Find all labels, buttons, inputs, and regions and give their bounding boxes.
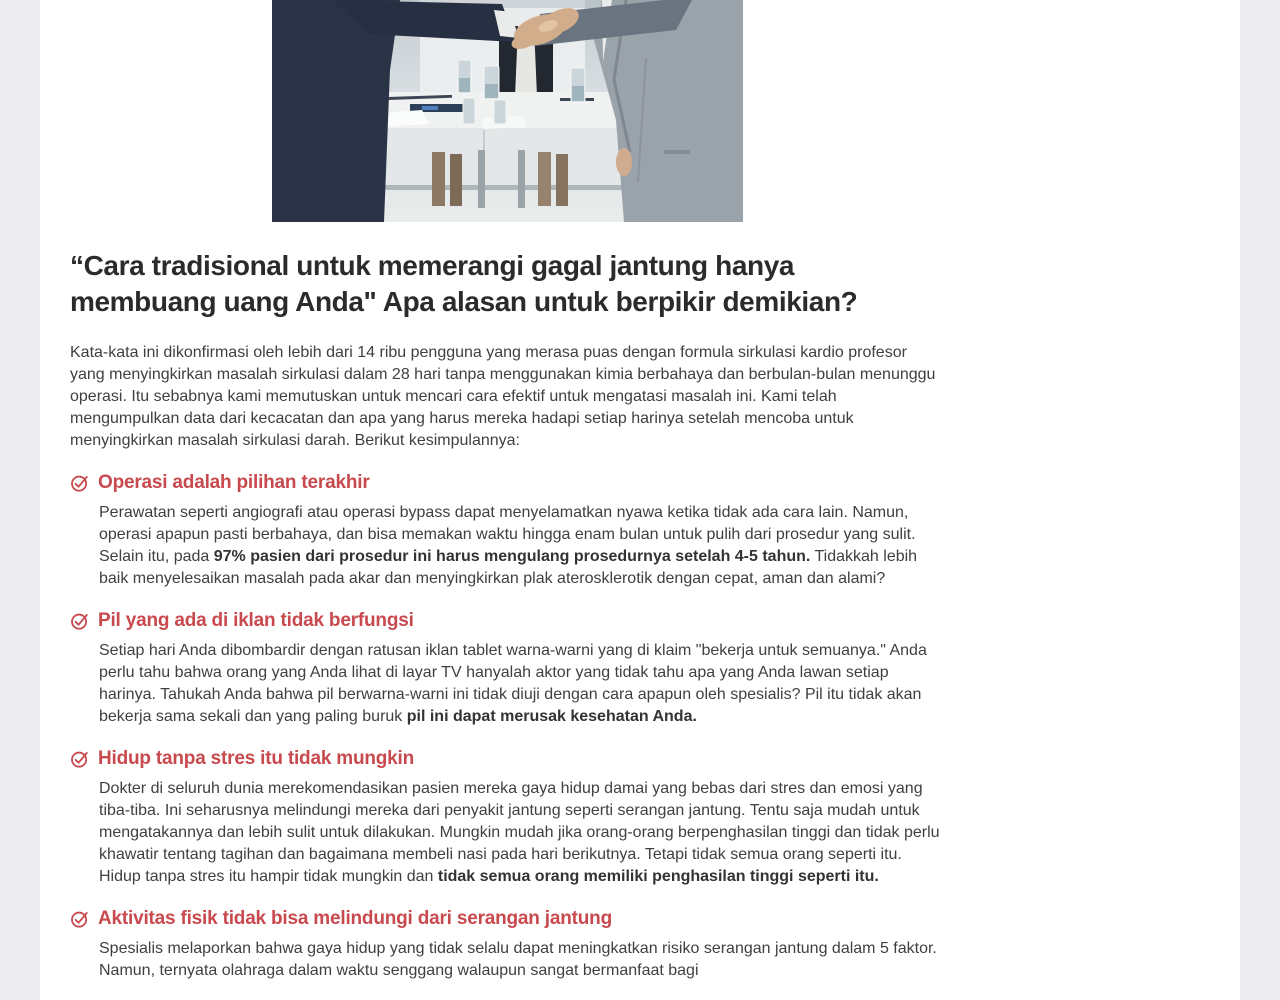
check-circle-icon: [70, 472, 91, 498]
section-item: [70, 908, 945, 982]
section-body-text: Perawatan seperti angiografi atau operasi bypass dapat menyelamatkan nyawa ketika tidak ada cara lain. Namun, operasi apapun pasti berbahaya, dan bisa memakan waktu hingga enam bulan untuk pulih dari prosedur yang sulit. Selain itu, pada: [99, 504, 916, 565]
section-header: [70, 748, 945, 774]
section-header: [70, 908, 945, 934]
section-body-text: Tidakkah lebih baik menyelesaikan masalah pada akar dan menyingkirkan plak aterosklerotik dengan cepat, aman dan alami?: [99, 548, 918, 587]
section-body-bold-text: 97% pasien dari prosedur ini harus mengulang prosedurnya setelah 4-5 tahun.: [213, 548, 811, 565]
headline: “Cara tradisional untuk memerangi gagal jantung hanya membuang uang Anda" Apa alasan untuk berpikir demikian?: [70, 250, 858, 317]
section-body-text: Spesialis melaporkan bahwa gaya hidup yang tidak selalu dapat meningkatkan risiko serangan jantung dalam 5 faktor. Namun, ternyata olahraga dalam waktu senggang walaupun sangat bermanfaat bagi: [99, 940, 937, 979]
handshake-photo: [272, 0, 743, 222]
article-column: [40, 0, 945, 982]
check-circle-icon: [70, 908, 91, 934]
section-title: Aktivitas fisik tidak bisa melindungi dari serangan jantung: [98, 908, 612, 929]
handshake-photo-illustration: [272, 0, 743, 222]
section-body: [99, 502, 945, 590]
section-item: [70, 748, 945, 888]
section-item: [70, 472, 945, 590]
section-header: [70, 472, 945, 498]
section-title: Pil yang ada di iklan tidak berfungsi: [98, 610, 414, 631]
section-title: Hidup tanpa stres itu tidak mungkin: [98, 748, 415, 769]
section-body: [99, 640, 945, 728]
section-body: [99, 938, 945, 982]
section-item: [70, 610, 945, 728]
check-circle-icon: [70, 748, 91, 774]
intro-paragraph: Kata-kata ini dikonfirmasi oleh lebih dari 14 ribu pengguna yang merasa puas dengan formula sirkulasi kardio profesor yang menyingkirkan masalah sirkulasi dalam 28 hari tanpa menggunakan kimia berbahaya dan berbulan-bulan menunggu operasi. Itu sebabnya kami memutuskan untuk mencari cara efektif untuk mengatasi masalah ini. Kami telah mengumpulkan data dari kecacatan dan apa yang harus mereka hadapi setiap harinya setelah mencoba untuk menyingkirkan masalah sirkulasi darah. Berikut kesimpulannya:: [70, 344, 936, 449]
sections-list: [70, 472, 945, 982]
section-body-bold-text: pil ini dapat merusak kesehatan Anda.: [406, 708, 697, 725]
check-circle-icon: [70, 610, 91, 636]
section-body-bold-text: tidak semua orang memiliki penghasilan tinggi seperti itu.: [437, 868, 879, 885]
section-body-text: Dokter di seluruh dunia merekomendasikan pasien mereka gaya hidup damai yang bebas dari stres dan emosi yang tiba-tiba. Ini seharusnya melindungi mereka dari penyakit jantung seperti serangan jantung. Tentu saja mudah untuk mengatakannya dan lebih sulit untuk dilakukan. Mungkin mudah jika orang-orang berpenghasilan tinggi dan tidak perlu khawatir tentang tagihan dan bagaimana membeli nasi pada hari berikutnya. Tetapi tidak semua orang seperti itu. Hidup tanpa stres itu hampir tidak mungkin dan: [99, 780, 940, 885]
section-title: Operasi adalah pilihan terakhir: [98, 472, 370, 493]
content-container: [40, 0, 1240, 1000]
section-body-text: Setiap hari Anda dibombardir dengan ratusan iklan tablet warna-warni yang di klaim "bekerja untuk semuanya." Anda perlu tahu bahwa orang yang Anda lihat di layar TV hanyalah aktor yang tidak tahu apa yang Anda lawan setiap harinya. Tahukah Anda bahwa pil berwarna-warni ini tidak diuji dengan cara apapun oleh spesialis? Pil itu tidak akan bekerja sama sekali dan yang paling buruk: [99, 642, 927, 725]
section-body: [99, 778, 945, 888]
section-header: [70, 610, 945, 636]
